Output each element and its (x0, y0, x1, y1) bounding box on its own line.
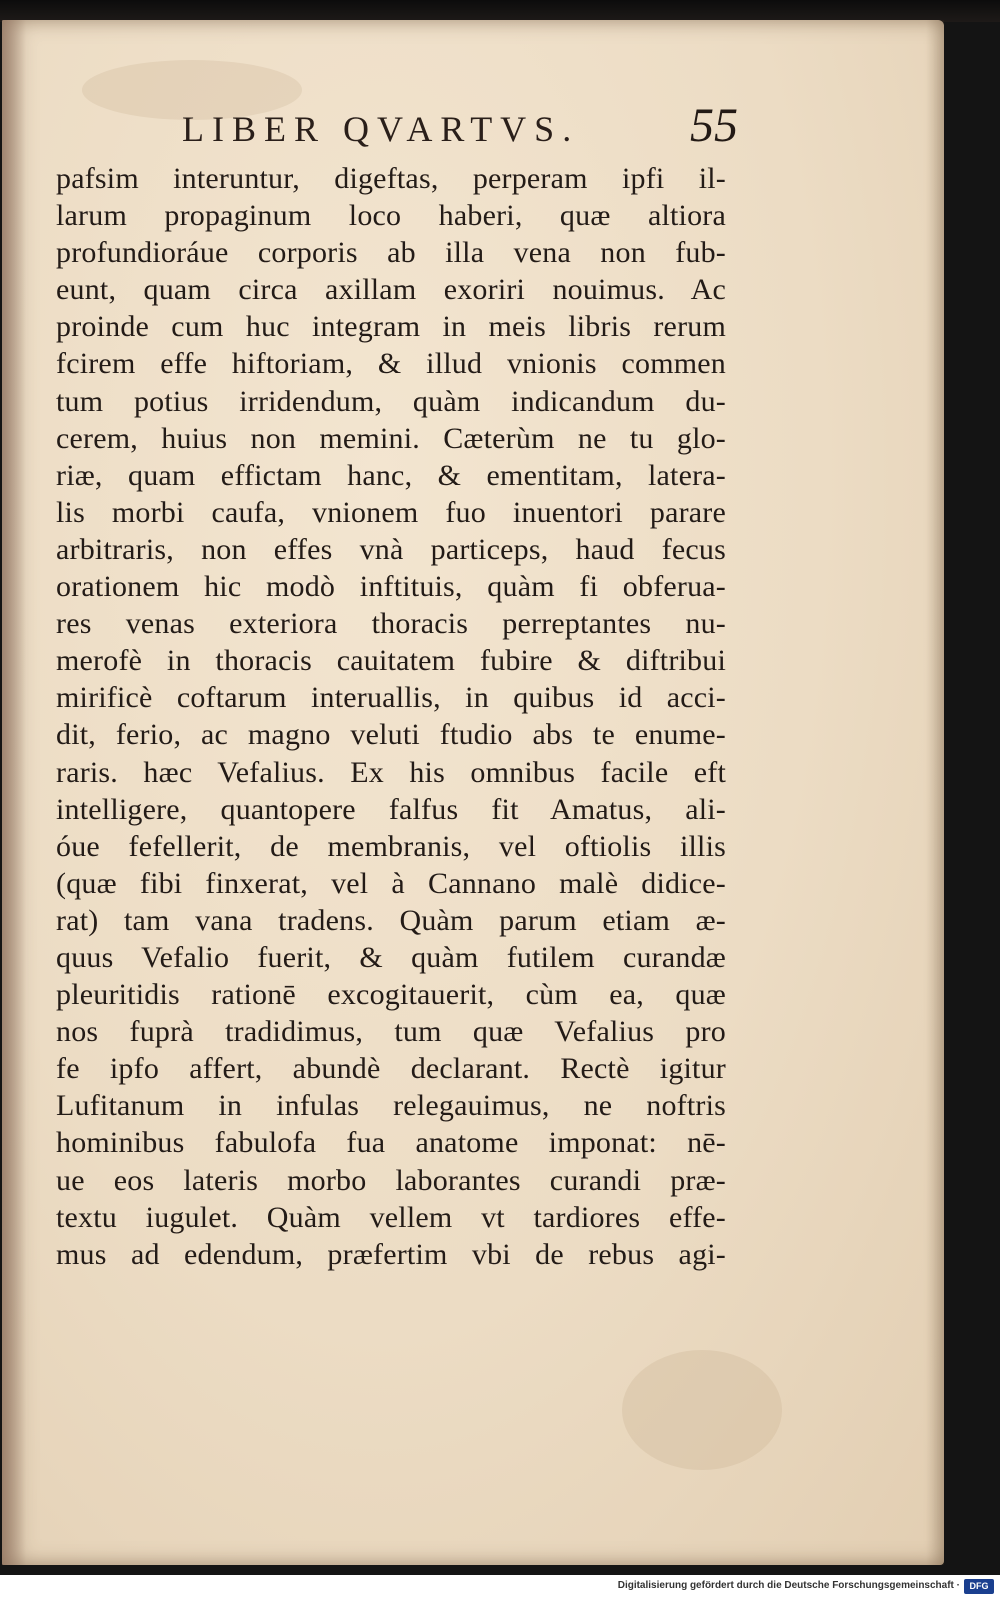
text-line: eunt, quam circa axillam exoriri nouimus. Ac (56, 273, 726, 307)
body-text (56, 160, 726, 1273)
dfg-logo: DFG (964, 1579, 994, 1594)
book-page (2, 20, 944, 1565)
text-line: merofè in thoracis cauitatem fubire & diftribui (56, 644, 726, 678)
text-line: arbitraris, non effes vnà particeps, haud fecus (56, 532, 726, 566)
text-line: mus ad edendum, præfertim vbi de rebus agi- (56, 1237, 726, 1271)
text-line: pleuritidis rationē excogitauerit, cùm ea, quæ (56, 978, 726, 1012)
running-head (2, 98, 944, 158)
text-line: Lufitanum in infulas relegauimus, ne noftris (56, 1089, 726, 1123)
text-line: óue fefellerit, de membranis, vel oftiolis illis (56, 829, 726, 863)
text-line: proinde cum huc integram in meis libris rerum (56, 310, 726, 344)
text-line: riæ, quam effictam hanc, & ementitam, latera- (56, 458, 726, 492)
text-line: lis morbi caufa, vnionem fuo inuentori parare (56, 495, 726, 529)
text-line: pafsim interuntur, digeftas, perperam ipfi il- (56, 162, 726, 195)
text-line: cerem, huius non memini. Cæterùm ne tu glo- (56, 421, 726, 455)
footer-bar (0, 1575, 1000, 1599)
text-line: hominibus fabulofa fua anatome imponat: nē- (56, 1126, 726, 1160)
paper-stain (622, 1350, 782, 1470)
funding-credit: Digitalisierung gefördert durch die Deutsche Forschungsgemeinschaft · (617, 1580, 960, 1591)
text-line: quus Vefalio fuerit, & quàm futilem curandæ (56, 940, 726, 974)
text-line: nos fuprà tradidimus, tum quæ Vefalius pro (56, 1015, 726, 1049)
text-line: raris. hæc Vefalius. Ex his omnibus facile eft (56, 755, 726, 789)
text-line: (quæ fibi finxerat, vel à Cannano malè didice- (56, 866, 726, 900)
page-number: 55 (690, 99, 738, 152)
scan-top-edge (0, 0, 1000, 22)
page-fold-shadow (926, 20, 944, 1565)
page-spine-shadow (2, 20, 26, 1565)
text-line: profundioráue corporis ab illa vena non fub- (56, 236, 726, 270)
text-line: orationem hic modò inftituis, quàm fi obferua- (56, 570, 726, 604)
running-title: LIBER QVARTVS. (182, 109, 580, 149)
text-line: fe ipfo affert, abundè declarant. Rectè igitur (56, 1052, 726, 1086)
text-line: res venas exteriora thoracis perreptantes nu- (56, 607, 726, 641)
text-line: dit, ferio, ac magno veluti ftudio abs te enume- (56, 718, 726, 752)
text-line: textu iugulet. Quàm vellem vt tardiores effe- (56, 1200, 726, 1234)
text-line: mirificè coftarum interuallis, in quibus id acci- (56, 681, 726, 715)
text-line: fcirem effe hiftoriam, & illud vnionis commen (56, 347, 726, 381)
text-line: rat) tam vana tradens. Quàm parum etiam æ- (56, 903, 726, 937)
text-line: tum potius irridendum, quàm indicandum du- (56, 384, 726, 418)
text-line: intelligere, quantopere falfus fit Amatus, ali- (56, 792, 726, 826)
text-line: ue eos lateris morbo laborantes curandi præ- (56, 1163, 726, 1197)
text-line: larum propaginum loco haberi, quæ altiora (56, 199, 726, 233)
